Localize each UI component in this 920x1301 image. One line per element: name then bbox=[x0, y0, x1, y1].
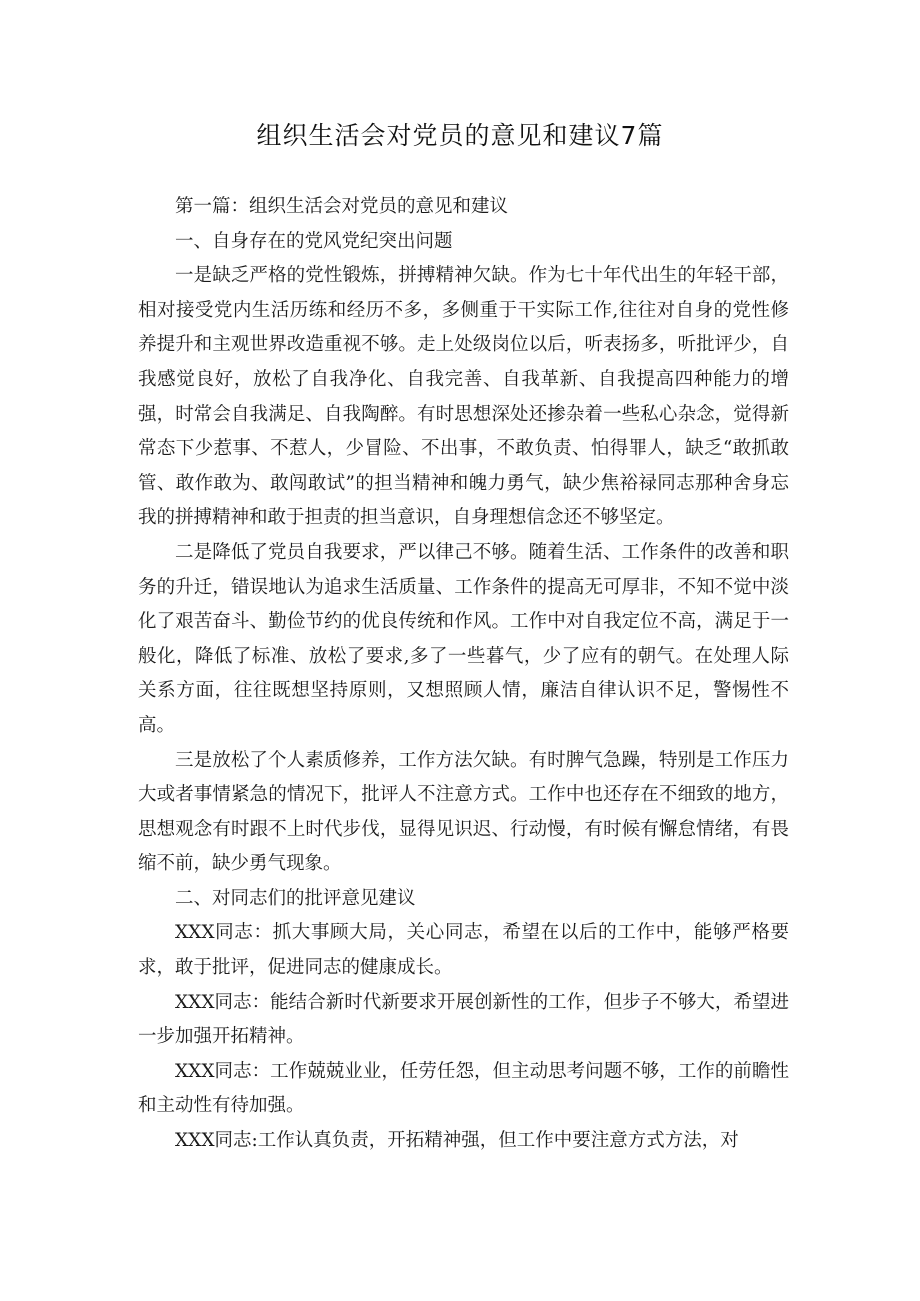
paragraph-problem-3: 三是放松了个人素质修养，工作方法欠缺。有时脾气急躁，特别是工作压力大或者事情紧急的情况下，批评人不注意方式。工作中也还存在不细致的地方，思想观念有时跟不上时代步伐，显得见识迟、行动慢，有时候有懈怠情绪，有畏缩不前，缺少勇气现象。 bbox=[138, 749, 789, 875]
paragraph-problem-2: 二是降低了党员自我要求，严以律己不够。随着生活、工作条件的改善和职务的升迁，错误地认为追求生活质量、工作条件的提高无可厚非，不知不觉中淡化了艰苦奋斗、勤俭节约的优良传统和作风。工作中对自我定位不高，满足于一般化，降低了标准、放松了要求,多了一些暮气，少了应有的朝气。在处理人际关系方面，往往既想坚持原则，又想照顾人情，廉洁自律认识不足，警惕性不高。 bbox=[138, 541, 789, 736]
section-heading-chapter-1: 第一篇：组织生活会对党员的意见和建议 bbox=[175, 196, 509, 217]
paragraph-comrade-3: XXX同志：工作兢兢业业，任劳任怨，但主动思考问题不够，工作的前瞻性和主动性有待加强。 bbox=[138, 1060, 789, 1117]
paragraph-comrade-2: XXX同志：能结合新时代新要求开展创新性的工作，但步子不够大，希望进一步加强开拓精神。 bbox=[138, 991, 789, 1048]
paragraph-comrade-1: XXX同志：抓大事顾大局，关心同志，希望在以后的工作中，能够严格要求，敢于批评，促进同志的健康成长。 bbox=[138, 922, 789, 979]
document-body bbox=[138, 190, 789, 1159]
document-title: 组织生活会对党员的意见和建议7篇 bbox=[256, 121, 664, 150]
paragraph-comrade-4: XXX同志:工作认真负责，开拓精神强，但工作中要注意方式方法，对 bbox=[175, 1130, 739, 1152]
paragraph-problem-1: 一是缺乏严格的党性锻炼，拼搏精神欠缺。作为七十年代出生的年轻干部，相对接受党内生活历练和经历不多，多侧重于干实际工作,往往对自身的党性修养提升和主观世界改造重视不够。走上处级岗位以后，听表扬多，听批评少，自我感觉良好，放松了自我净化、自我完善、自我革新、自我提高四种能力的增强，时常会自我满足、自我陶醉。有时思想深处还掺杂着一些私心杂念，觉得新常态下少惹事、不惹人，少冒险、不出事，不敢负责、怕得罪人，缺乏“敢抓敢管、敢作敢为、敢闯敢试”的担当精神和魄力勇气，缺少焦裕禄同志那种舍身忘我的拼搏精神和敢于担责的担当意识，自身理想信念还不够坚定。 bbox=[138, 265, 789, 529]
section-heading-criticism: 二、对同志们的批评意见建议 bbox=[175, 887, 416, 909]
section-heading-problems: 一、自身存在的党风党纪突出问题 bbox=[175, 230, 453, 252]
